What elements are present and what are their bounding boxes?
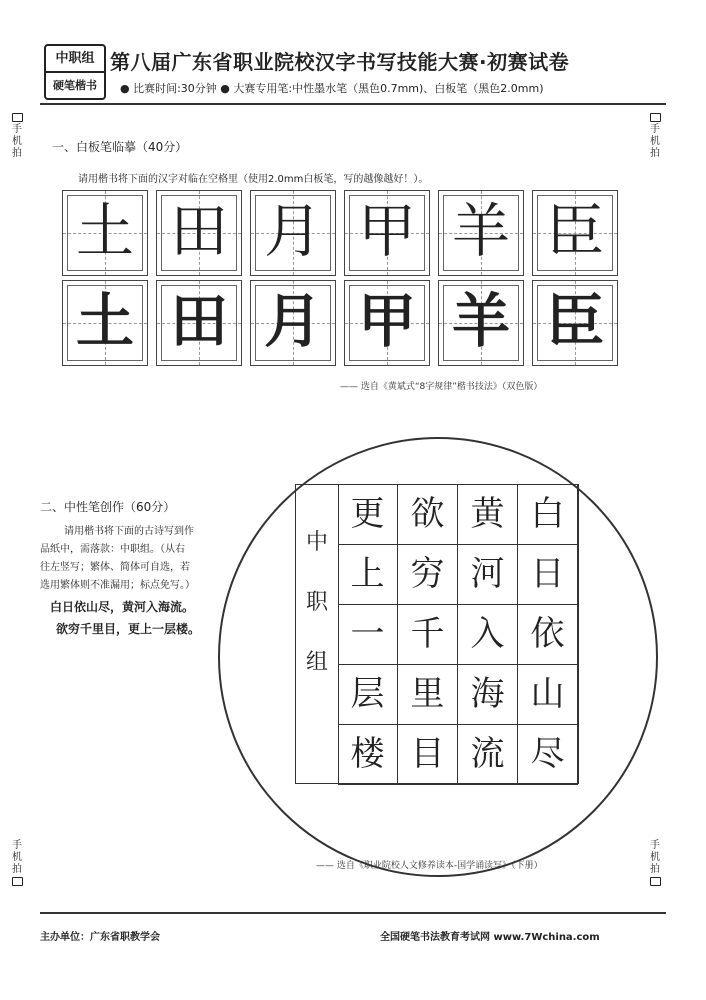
tian-grid-cell — [532, 190, 618, 276]
poem-character-cell: 河 — [458, 545, 518, 605]
tian-grid-cell — [156, 190, 242, 276]
section1-source: —— 选自《黄斌式“8字规律”楷书技法》（双色版） — [340, 382, 543, 392]
model-character: 羊 — [451, 287, 510, 355]
tian-grid-cell — [344, 280, 430, 366]
camera-icon — [650, 113, 661, 122]
section2-title: 二、中性笔创作（60分） — [40, 500, 176, 514]
side-label: 手机拍 — [650, 840, 660, 875]
section1-title: 一、白板笔临摹（40分） — [52, 140, 188, 154]
tian-grid-cell — [250, 190, 336, 276]
tian-grid-cell — [156, 280, 242, 366]
model-character: 月 — [263, 287, 322, 355]
section2-instruction-2: 品纸中，需落款：中职组。（从右 — [40, 544, 185, 555]
poem-character-cell: 穷 — [398, 545, 458, 605]
top-rule — [40, 103, 666, 105]
badge-style-label: 硬笔楷书 — [53, 79, 97, 92]
camera-icon — [650, 877, 661, 886]
poem-character-cell: 流 — [458, 725, 518, 785]
poem-character-cell: 海 — [458, 665, 518, 725]
poem-character-cell: 千 — [398, 605, 458, 665]
exam-title: 第八届广东省职业院校汉字书写技能大赛·初赛试卷 — [110, 50, 570, 74]
poem-character-cell: 更 — [338, 485, 398, 545]
side-marker-bottom-left — [10, 840, 24, 888]
tian-grid-cell — [62, 280, 148, 366]
model-character: 甲 — [357, 197, 416, 265]
side-label: 手机拍 — [12, 840, 22, 875]
model-character: 臣 — [545, 287, 604, 355]
signature-char: 中 — [305, 530, 328, 555]
poem-character-cell: 上 — [338, 545, 398, 605]
side-marker-top-right — [648, 112, 662, 160]
side-label: 手机拍 — [650, 124, 660, 159]
model-character: 田 — [169, 197, 228, 265]
model-character: 羊 — [451, 197, 510, 265]
poem-character-cell: 一 — [338, 605, 398, 665]
section1-instruction: 请用楷书将下面的汉字对临在空格里（使用2.0mm白板笔，写的越像越好！）。 — [78, 174, 429, 185]
camera-icon — [12, 877, 23, 886]
tian-grid-cell — [62, 190, 148, 276]
poem-line-1: 白日依山尽，黄河入海流。 — [50, 600, 195, 614]
poem-character-cell: 白 — [518, 485, 578, 545]
signature-char: 组 — [305, 650, 328, 675]
tian-grid-cell — [250, 280, 336, 366]
camera-icon — [12, 113, 23, 122]
poem-character-cell: 依 — [518, 605, 578, 665]
model-row — [62, 190, 622, 276]
poem-character-cell: 欲 — [398, 485, 458, 545]
model-character: 臣 — [545, 197, 604, 265]
poem-character-cell: 目 — [398, 725, 458, 785]
model-character: 田 — [169, 287, 228, 355]
poem-character-cell: 尽 — [518, 725, 578, 785]
model-character: 土 — [75, 197, 134, 265]
tian-grid-cell — [344, 190, 430, 276]
practice-row — [62, 280, 622, 366]
tian-grid-cell — [438, 280, 524, 366]
poem-character-cell: 日 — [518, 545, 578, 605]
model-character: 甲 — [357, 287, 416, 355]
exam-subtitle: ● 比赛时间:30分钟 ● 大赛专用笔:中性墨水笔（黑色0.7mm)、白板笔（黑色2.0mm) — [120, 82, 544, 95]
section2-instruction-3: 往左竖写；繁体、简体可自选，若 — [40, 562, 190, 573]
signature-char: 职 — [305, 590, 328, 615]
writing-grid — [295, 484, 579, 784]
poem-line-2: 欲穷千里目，更上一层楼。 — [56, 622, 201, 636]
poem-character-cell: 入 — [458, 605, 518, 665]
footer-organizer: 主办单位：广东省职教学会 — [40, 932, 160, 943]
signature-column — [296, 485, 339, 783]
section2-source: —— 选自《职业院校人文修养读本-国学诵读写》（下册） — [316, 861, 543, 871]
badge-group-label: 中职组 — [46, 46, 104, 73]
model-character: 月 — [263, 197, 322, 265]
section2-instruction-4: 选用繁体则不准漏用；标点免写。） — [40, 580, 195, 591]
poem-character-cell: 黄 — [458, 485, 518, 545]
bottom-rule — [40, 912, 666, 914]
poem-character-cell: 里 — [398, 665, 458, 725]
side-label: 手机拍 — [12, 124, 22, 159]
poem-character-cell: 层 — [338, 665, 398, 725]
tian-grid-cell — [532, 280, 618, 366]
side-marker-top-left — [10, 112, 24, 160]
poem-character-cell: 山 — [518, 665, 578, 725]
side-marker-bottom-right — [648, 840, 662, 888]
poem-character-cell: 楼 — [338, 725, 398, 785]
tian-grid-cell — [438, 190, 524, 276]
category-badge — [44, 44, 106, 100]
section2-instruction-1: 请用楷书将下面的古诗写到作 — [64, 526, 194, 537]
model-character: 土 — [75, 287, 134, 355]
footer-website: 全国硬笔书法教育考试网 www.7Wchina.com — [380, 932, 600, 943]
